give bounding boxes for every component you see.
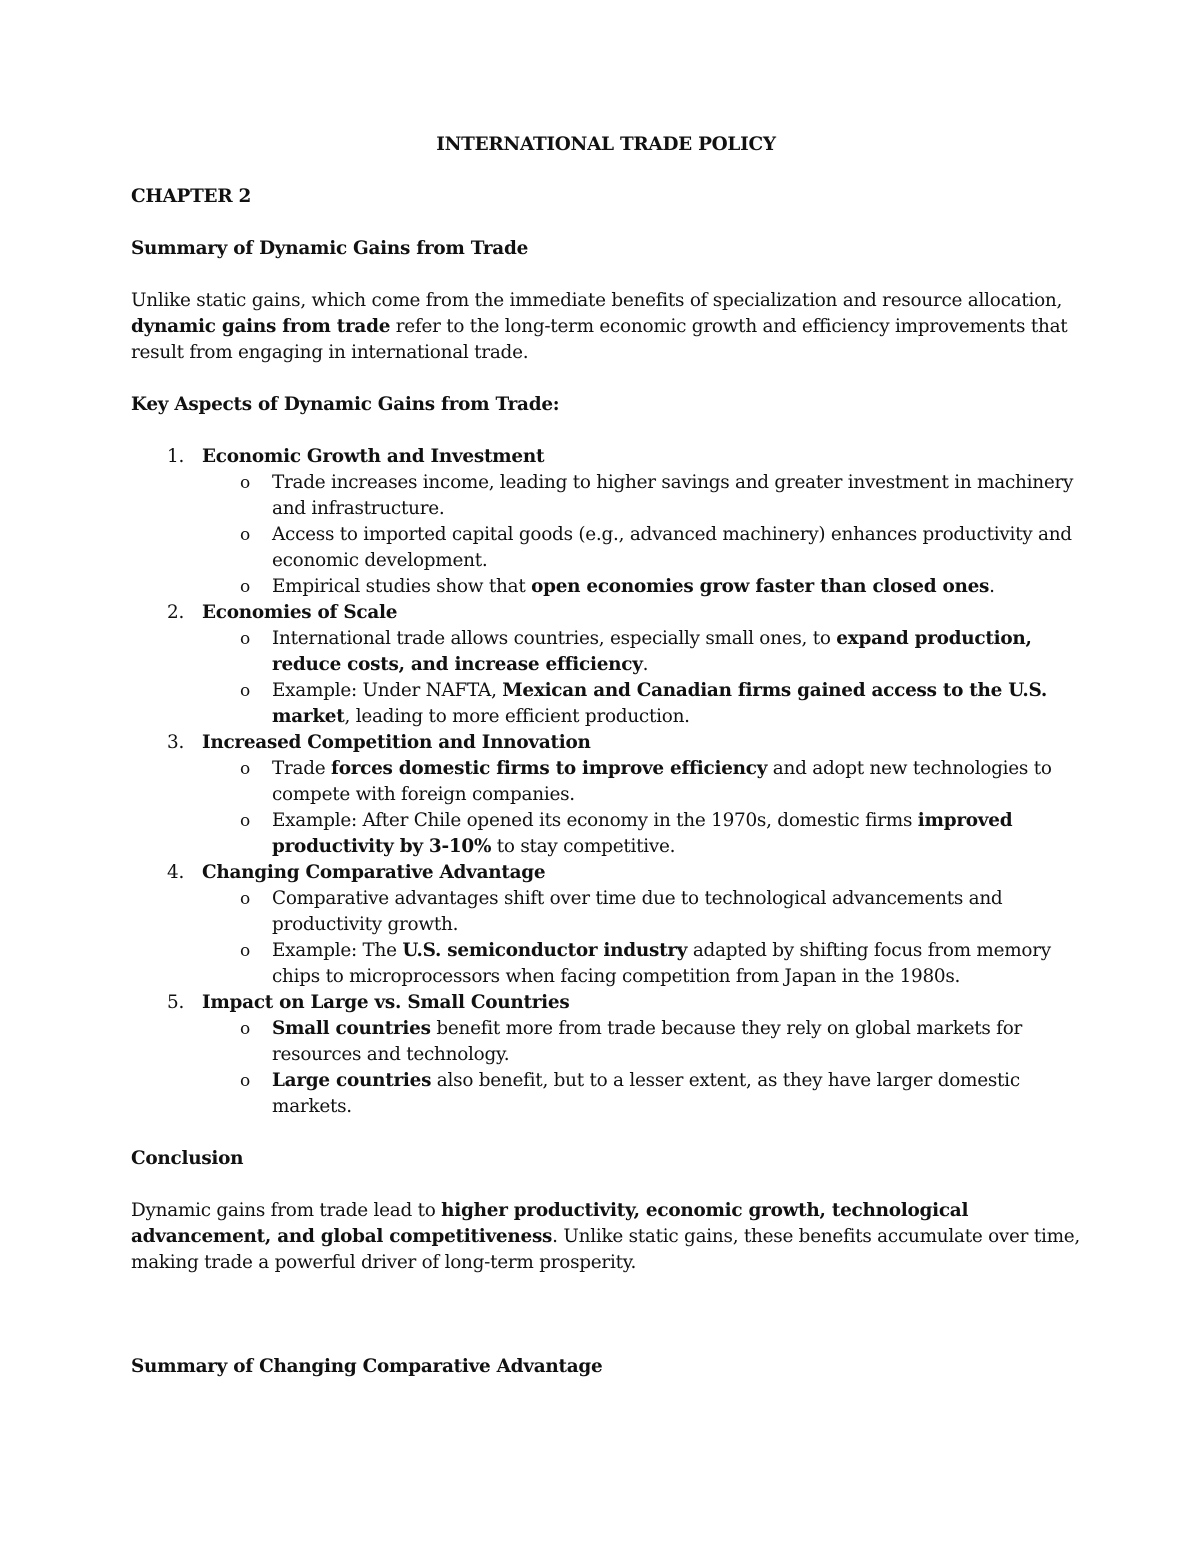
key-aspects-heading: Key Aspects of Dynamic Gains from Trade: (131, 394, 560, 415)
conclusion-paragraph (131, 1198, 1081, 1276)
sub-bold-text: forces domestic firms to improve efficiency (331, 758, 768, 779)
list-item (131, 600, 1081, 730)
sub-list (202, 1016, 1081, 1120)
sub-list (202, 886, 1081, 990)
sub-bold-text: Large countries (272, 1070, 432, 1091)
list-item (131, 730, 1081, 860)
sub-text: Trade (272, 758, 332, 779)
bullet-icon: o (240, 473, 250, 493)
sub-list-item (202, 756, 1081, 808)
list-item-number: 1. (167, 446, 185, 467)
sub-list-item (202, 522, 1081, 574)
intro-paragraph (131, 288, 1081, 366)
conclusion-heading: Conclusion (131, 1148, 244, 1169)
sub-text: Access to imported capital goods (e.g., advanced machinery) enhances productivity and economic development. (272, 524, 1072, 571)
bullet-icon: o (240, 1019, 250, 1039)
sub-list (202, 626, 1081, 730)
sub-list-item (202, 574, 1081, 600)
intro-bold-text: dynamic gains from trade (131, 316, 391, 337)
conclusion-text-1: Dynamic gains from trade lead to (131, 1200, 442, 1221)
sub-list-item (202, 470, 1081, 522)
sub-text: . (642, 654, 649, 675)
bullet-icon: o (240, 759, 250, 779)
list-item-number: 4. (167, 862, 185, 883)
bullet-icon: o (240, 525, 250, 545)
sub-list-item (202, 1068, 1081, 1120)
sub-text: Example: Under NAFTA, (272, 680, 503, 701)
list-item-heading: Economic Growth and Investment (202, 446, 545, 467)
sub-text: Example: After Chile opened its economy in the 1970s, domestic firms (272, 810, 918, 831)
intro-text-2: refer to the long-term economic growth and efficiency improvements that result from engaging in international trade. (131, 316, 1068, 363)
sub-text: and adopt new technologies to compete with foreign companies. (272, 758, 1052, 805)
sub-text: International trade allows countries, especially small ones, to (272, 628, 837, 649)
sub-list (202, 470, 1081, 600)
list-item (131, 990, 1081, 1120)
next-section-heading: Summary of Changing Comparative Advantage (131, 1356, 603, 1377)
sub-text: also benefit, but to a lesser extent, as they have larger domestic markets. (272, 1070, 1020, 1117)
sub-bold-text: open economies grow faster than closed ones (531, 576, 990, 597)
sub-text: adapted by shifting focus from memory chips to microprocessors when facing competition from Japan in the 1980s. (272, 940, 1051, 987)
section-heading: Summary of Dynamic Gains from Trade (131, 238, 529, 259)
sub-bold-text: Small countries (272, 1018, 431, 1039)
sub-text: Comparative advantages shift over time due to technological advancements and productivity growth. (272, 888, 1003, 935)
list-item-heading: Increased Competition and Innovation (202, 732, 591, 753)
list-item-heading: Impact on Large vs. Small Countries (202, 992, 570, 1013)
bullet-icon: o (240, 811, 250, 831)
sub-bold-text: expand production, reduce costs, and increase efficiency (272, 628, 1032, 675)
list-item-heading: Changing Comparative Advantage (202, 862, 546, 883)
list-item-number: 2. (167, 602, 185, 623)
list-item-number: 3. (167, 732, 185, 753)
intro-text-1: Unlike static gains, which come from the immediate benefits of specialization and resource allocation, (131, 290, 1063, 311)
bullet-icon: o (240, 889, 250, 909)
sub-list-item (202, 1016, 1081, 1068)
bullet-icon: o (240, 681, 250, 701)
bullet-icon: o (240, 577, 250, 597)
conclusion-bold-text: higher productivity, economic growth, technological advancement, and global competitiveness (131, 1200, 969, 1247)
sub-list-item (202, 808, 1081, 860)
sub-text: Empirical studies show that (272, 576, 532, 597)
sub-text: Trade increases income, leading to higher savings and greater investment in machinery and infrastructure. (272, 472, 1074, 519)
bullet-icon: o (240, 1071, 250, 1091)
sub-list-item (202, 626, 1081, 678)
chapter-heading: CHAPTER 2 (131, 186, 252, 207)
list-item-number: 5. (167, 992, 185, 1013)
sub-text: Example: The (272, 940, 403, 961)
sub-list (202, 756, 1081, 860)
sub-list-item (202, 886, 1081, 938)
bullet-icon: o (240, 941, 250, 961)
document-body (131, 132, 1081, 1380)
bullet-icon: o (240, 629, 250, 649)
sub-text: . (989, 576, 995, 597)
sub-list-item (202, 938, 1081, 990)
sub-text: , leading to more efficient production. (344, 706, 690, 727)
conclusion-text-2: . Unlike static gains, these benefits accumulate over time, making trade a powerful driver of long-term prosperity. (131, 1226, 1081, 1273)
sub-list-item (202, 678, 1081, 730)
sub-text: benefit more from trade because they rely on global markets for resources and technology. (272, 1018, 1023, 1065)
list-item (131, 444, 1081, 600)
sub-bold-text: U.S. semiconductor industry (402, 940, 688, 961)
document-title: INTERNATIONAL TRADE POLICY (436, 134, 776, 155)
sub-bold-text: Mexican and Canadian firms gained access to the U.S. market (272, 680, 1048, 727)
list-item-heading: Economies of Scale (202, 602, 398, 623)
sub-text: to stay competitive. (491, 836, 676, 857)
sub-bold-text: improved productivity by 3-10% (272, 810, 1013, 857)
key-aspects-list (131, 444, 1081, 1120)
list-item (131, 860, 1081, 990)
